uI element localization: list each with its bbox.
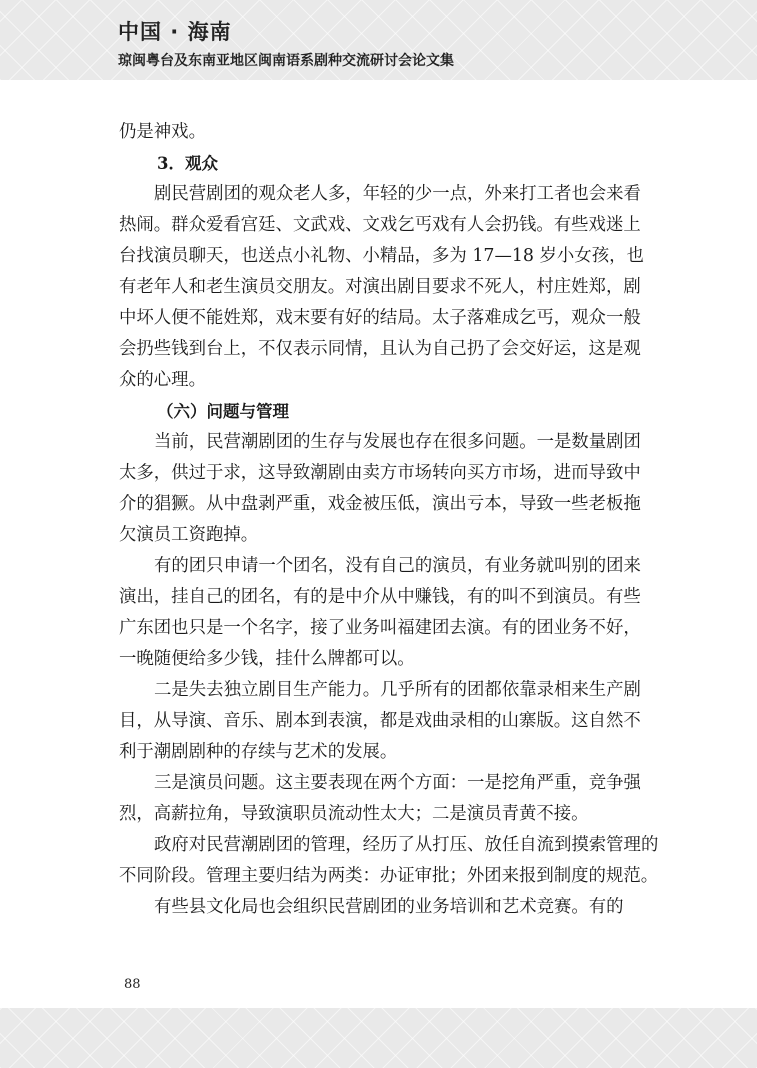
text-line: 一晚随便给多少钱，挂什么牌都可以。	[119, 649, 415, 669]
text-line: 有的团只申请一个团名，没有自己的演员，有业务就叫别的团来	[154, 556, 641, 576]
text-line: 欠演员工资跑掉。	[119, 525, 259, 545]
text-line: 目，从导演、音乐、剧本到表演，都是戏曲录相的山寨版。这自然不	[119, 711, 641, 731]
page-number: 88	[124, 977, 141, 992]
text-line: 太多，供过于求，这导致潮剧由卖方市场转向买方市场，进而导致中	[119, 463, 641, 483]
text-line: 演出，挂自己的团名，有的是中介从中赚钱，有的叫不到演员。有些	[119, 587, 641, 607]
header-band	[0, 0, 757, 80]
text-line: 烈，高薪拉角，导致演职员流动性太大；二是演员青黄不接。	[119, 804, 589, 824]
page-body	[119, 117, 659, 923]
text-line: 会扔些钱到台上，不仅表示同情，且认为自己扔了会交好运，这是观	[119, 339, 641, 359]
text-line: 众的心理。	[119, 370, 206, 390]
text-line: 二是失去独立剧目生产能力。几乎所有的团都依靠录相来生产剧	[154, 680, 641, 700]
text-line: 介的猖獗。从中盘剥严重，戏金被压低，演出亏本，导致一些老板拖	[119, 494, 641, 514]
text-line: 有些县文化局也会组织民营剧团的业务培训和艺术竞赛。有的	[154, 897, 624, 917]
footer-band	[0, 1008, 757, 1068]
text-line: 中坏人便不能姓郑，戏末要有好的结局。太子落难成乞丐，观众一般	[119, 308, 641, 328]
text-line: 台找演员聊天，也送点小礼物、小精品，多为 17—18 岁小女孩，也	[119, 246, 644, 266]
book-title: 中国 · 海南	[118, 20, 232, 44]
text-line: 剧民营剧团的观众老人多，年轻的少一点，外来打工者也会来看	[154, 184, 641, 204]
text-line: 三是演员问题。这主要表现在两个方面：一是挖角严重，竞争强	[154, 773, 641, 793]
text-line: 仍是神戏。	[119, 122, 206, 142]
section-heading: （六）问题与管理	[157, 402, 289, 421]
text-line: 广东团也只是一个名字，接了业务叫福建团去演。有的团业务不好，	[119, 618, 641, 638]
text-line: 不同阶段。管理主要归结为两类：办证审批；外团来报到制度的规范。	[119, 866, 659, 886]
text-line: 有老年人和老生演员交朋友。对演出剧目要求不死人，村庄姓郑，剧	[119, 277, 641, 297]
text-line: 利于潮剧剧种的存续与艺术的发展。	[119, 742, 398, 762]
text-line: 政府对民营潮剧团的管理，经历了从打压、放任自流到摸索管理的	[154, 835, 659, 855]
section-heading: 3．观众	[157, 154, 218, 173]
text-line: 热闹。群众爱看宫廷、文武戏、文戏乞丐戏有人会扔钱。有些戏迷上	[119, 215, 641, 235]
text-line: 当前，民营潮剧团的生存与发展也存在很多问题。一是数量剧团	[154, 432, 641, 452]
book-subtitle: 琼闽粤台及东南亚地区闽南语系剧种交流研讨会论文集	[118, 53, 454, 69]
